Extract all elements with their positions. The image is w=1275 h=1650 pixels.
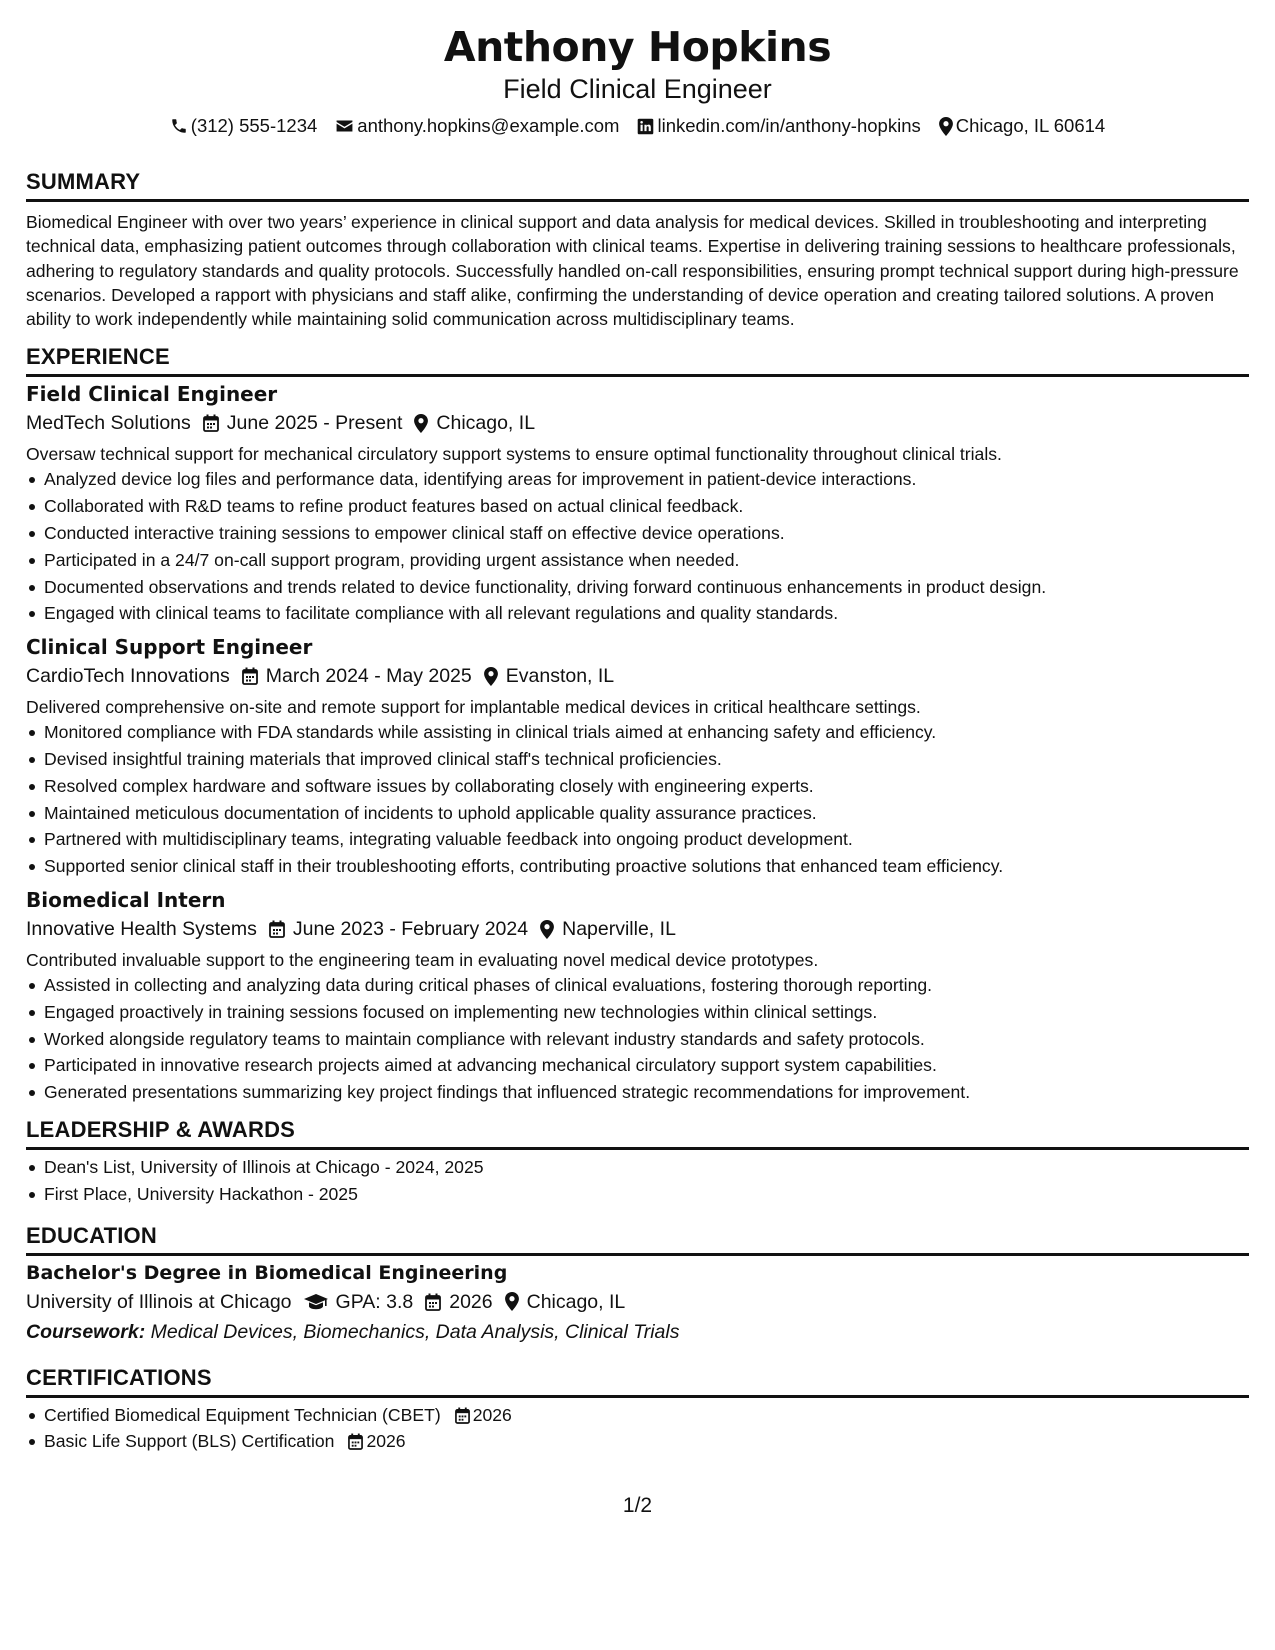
job-entry — [26, 381, 1249, 627]
calendar-icon — [425, 1293, 441, 1311]
contact-linkedin[interactable] — [637, 114, 920, 138]
cert-entry — [44, 1402, 512, 1429]
certifications-list — [26, 1402, 1249, 1456]
list-item: First Place, University Hackathon - 2025 — [44, 1181, 1249, 1208]
list-item: Conducted interactive training sessions to empower clinical staff on effective device operations. — [44, 520, 1249, 547]
job-meta — [26, 915, 1249, 943]
calendar-icon — [203, 414, 219, 432]
list-item: Participated in innovative research projects aimed at advancing mechanical circulatory support system capabilities. — [44, 1052, 1249, 1079]
job-description: Delivered comprehensive on-site and remote support for implantable medical devices in critical healthcare settings. — [26, 697, 921, 718]
awards-heading: LEADERSHIP & AWARDS — [26, 1117, 296, 1143]
cert-entry — [44, 1428, 406, 1455]
location-pin-icon — [414, 414, 428, 433]
summary-text: Biomedical Engineer with over two years’ experience in clinical support and data analysis for medical devices. Skilled in troubleshooting and interpreting technical data, emphasizing patient outcomes through collaboration with clinical teams. Expertise in delivering training sessions to healthcare professionals, adhering to regulatory standards and quality protocols. Successfully handled on-call responsibilities, ensuring prompt technical support during high-pressure scenarios. Developed a rapport with physicians and staff alike, confirming the understanding of device operation and creating tailored solutions. A proven ability to work independently while maintaining solid communication across multidisciplinary teams. — [26, 212, 1239, 330]
contact-bar — [0, 114, 1275, 138]
job-title: Field Clinical Engineer — [26, 382, 278, 407]
job-meta — [26, 409, 1249, 437]
location-text: Chicago, IL 60614 — [955, 115, 1106, 136]
job-bullets — [26, 972, 1249, 1106]
summary-heading: SUMMARY — [26, 169, 141, 194]
email-text[interactable]: anthony.hopkins@example.com — [357, 115, 620, 136]
certifications-section — [26, 1364, 1249, 1456]
job-dates: June 2025 - Present — [226, 412, 403, 435]
location-pin-icon — [484, 667, 498, 686]
job-entry — [26, 634, 1249, 880]
list-item: Monitored compliance with FDA standards while assisting in clinical trials aimed at enhancing safety and efficiency. — [44, 719, 1249, 746]
degree-title: Bachelor's Degree in Biomedical Engineering — [26, 1261, 508, 1284]
resume-header — [0, 22, 1275, 138]
location-pin-icon — [505, 1292, 519, 1311]
list-item: Devised insightful training materials that improved clinical staff's technical proficiencies. — [44, 746, 1249, 773]
cert-date — [348, 1428, 405, 1455]
job-meta — [26, 662, 1249, 690]
linkedin-icon — [637, 118, 654, 135]
location-pin-icon — [939, 117, 953, 136]
list-item: Documented observations and trends related to device functionality, driving forward continuous enhancements in product design. — [44, 574, 1249, 601]
job-location: Chicago, IL — [436, 412, 536, 435]
list-item — [44, 1428, 1249, 1455]
job-description: Oversaw technical support for mechanical circulatory support systems to ensure optimal functionality throughout clinical trials. — [26, 444, 1002, 465]
education-heading: EDUCATION — [26, 1222, 157, 1248]
gpa-text: GPA: 3.8 — [335, 1290, 414, 1313]
list-item: Assisted in collecting and analyzing data during critical phases of clinical evaluations, fostering thorough reporting. — [44, 972, 1249, 999]
contact-email[interactable] — [335, 114, 619, 138]
list-item: Engaged proactively in training sessions focused on implementing new technologies within clinical settings. — [44, 999, 1249, 1026]
job-title: Clinical Support Engineer — [26, 635, 313, 660]
list-item: Worked alongside regulatory teams to maintain compliance with relevant industry standards and safety protocols. — [44, 1026, 1249, 1053]
section-divider — [26, 1253, 1249, 1256]
phone-text: (312) 555-1234 — [190, 115, 318, 136]
contact-phone — [170, 114, 318, 138]
resume-body — [26, 168, 1249, 1455]
job-company: CardioTech Innovations — [26, 665, 230, 688]
cert-name: Certified Biomedical Equipment Technician (CBET) — [44, 1404, 441, 1425]
calendar-icon — [242, 667, 258, 685]
coursework — [26, 1318, 1249, 1346]
certifications-heading: CERTIFICATIONS — [26, 1364, 212, 1390]
email-icon — [335, 118, 354, 134]
job-location: Evanston, IL — [505, 665, 615, 688]
job-dates: March 2024 - May 2025 — [265, 665, 472, 688]
job-title: Biomedical Intern — [26, 888, 226, 913]
section-divider — [26, 1395, 1249, 1398]
list-item: Engaged with clinical teams to facilitate compliance with all relevant regulations and quality standards. — [44, 600, 1249, 627]
coursework-label: Coursework: — [26, 1320, 146, 1343]
list-item: Maintained meticulous documentation of incidents to uphold applicable quality assurance practices. — [44, 800, 1249, 827]
section-divider — [26, 374, 1249, 377]
list-item: Participated in a 24/7 on-call support program, providing urgent assistance when needed. — [44, 547, 1249, 574]
job-entry — [26, 887, 1249, 1106]
job-company: Innovative Health Systems — [26, 918, 257, 941]
phone-icon — [170, 117, 188, 135]
graduation-cap-icon — [304, 1293, 328, 1310]
education-section — [26, 1222, 1249, 1346]
calendar-icon — [269, 920, 285, 938]
page-number: 1/2 — [622, 1494, 653, 1517]
contact-location — [939, 114, 1105, 138]
cert-year: 2026 — [472, 1404, 512, 1425]
awards-list — [26, 1154, 1249, 1208]
calendar-icon — [348, 1433, 363, 1450]
list-item: Generated presentations summarizing key project findings that influenced strategic recommendations for improvement. — [44, 1079, 1249, 1106]
list-item: Analyzed device log files and performance data, identifying areas for improvement in patient-device interactions. — [44, 466, 1249, 493]
job-dates: June 2023 - February 2024 — [292, 918, 529, 941]
job-location: Naperville, IL — [562, 918, 676, 941]
list-item: Collaborated with R&D teams to refine product features based on actual clinical feedback. — [44, 493, 1249, 520]
list-item: Partnered with multidisciplinary teams, integrating valuable feedback into ongoing product development. — [44, 826, 1249, 853]
school-name: University of Illinois at Chicago — [26, 1290, 292, 1313]
job-description: Contributed invaluable support to the engineering team in evaluating novel medical device prototypes. — [26, 950, 819, 971]
section-divider — [26, 1147, 1249, 1150]
cert-date — [455, 1402, 512, 1429]
list-item: Resolved complex hardware and software issues by collaborating closely with engineering experts. — [44, 773, 1249, 800]
list-item: Dean's List, University of Illinois at Chicago - 2024, 2025 — [44, 1154, 1249, 1181]
location-pin-icon — [540, 920, 554, 939]
job-bullets — [26, 719, 1249, 880]
experience-section — [26, 343, 1249, 1106]
list-item: Supported senior clinical staff in their troubleshooting efforts, contributing proactive solutions that enhanced team efficiency. — [44, 853, 1249, 880]
coursework-list: Medical Devices, Biomechanics, Data Analysis, Clinical Trials — [150, 1320, 680, 1343]
graduation-year: 2026 — [449, 1290, 493, 1313]
cert-name: Basic Life Support (BLS) Certification — [44, 1431, 335, 1452]
calendar-icon — [455, 1407, 470, 1424]
list-item — [44, 1402, 1249, 1429]
awards-section — [26, 1116, 1249, 1208]
candidate-name: Anthony Hopkins — [443, 23, 832, 71]
experience-heading: EXPERIENCE — [26, 344, 170, 370]
job-company: MedTech Solutions — [26, 412, 191, 435]
cert-year: 2026 — [366, 1431, 406, 1452]
education-meta — [26, 1288, 1249, 1316]
linkedin-text[interactable]: linkedin.com/in/anthony-hopkins — [657, 115, 921, 136]
school-location: Chicago, IL — [526, 1290, 626, 1313]
candidate-title: Field Clinical Engineer — [503, 74, 772, 104]
job-bullets — [26, 466, 1249, 627]
summary-section — [26, 168, 1249, 331]
section-divider — [26, 199, 1249, 202]
